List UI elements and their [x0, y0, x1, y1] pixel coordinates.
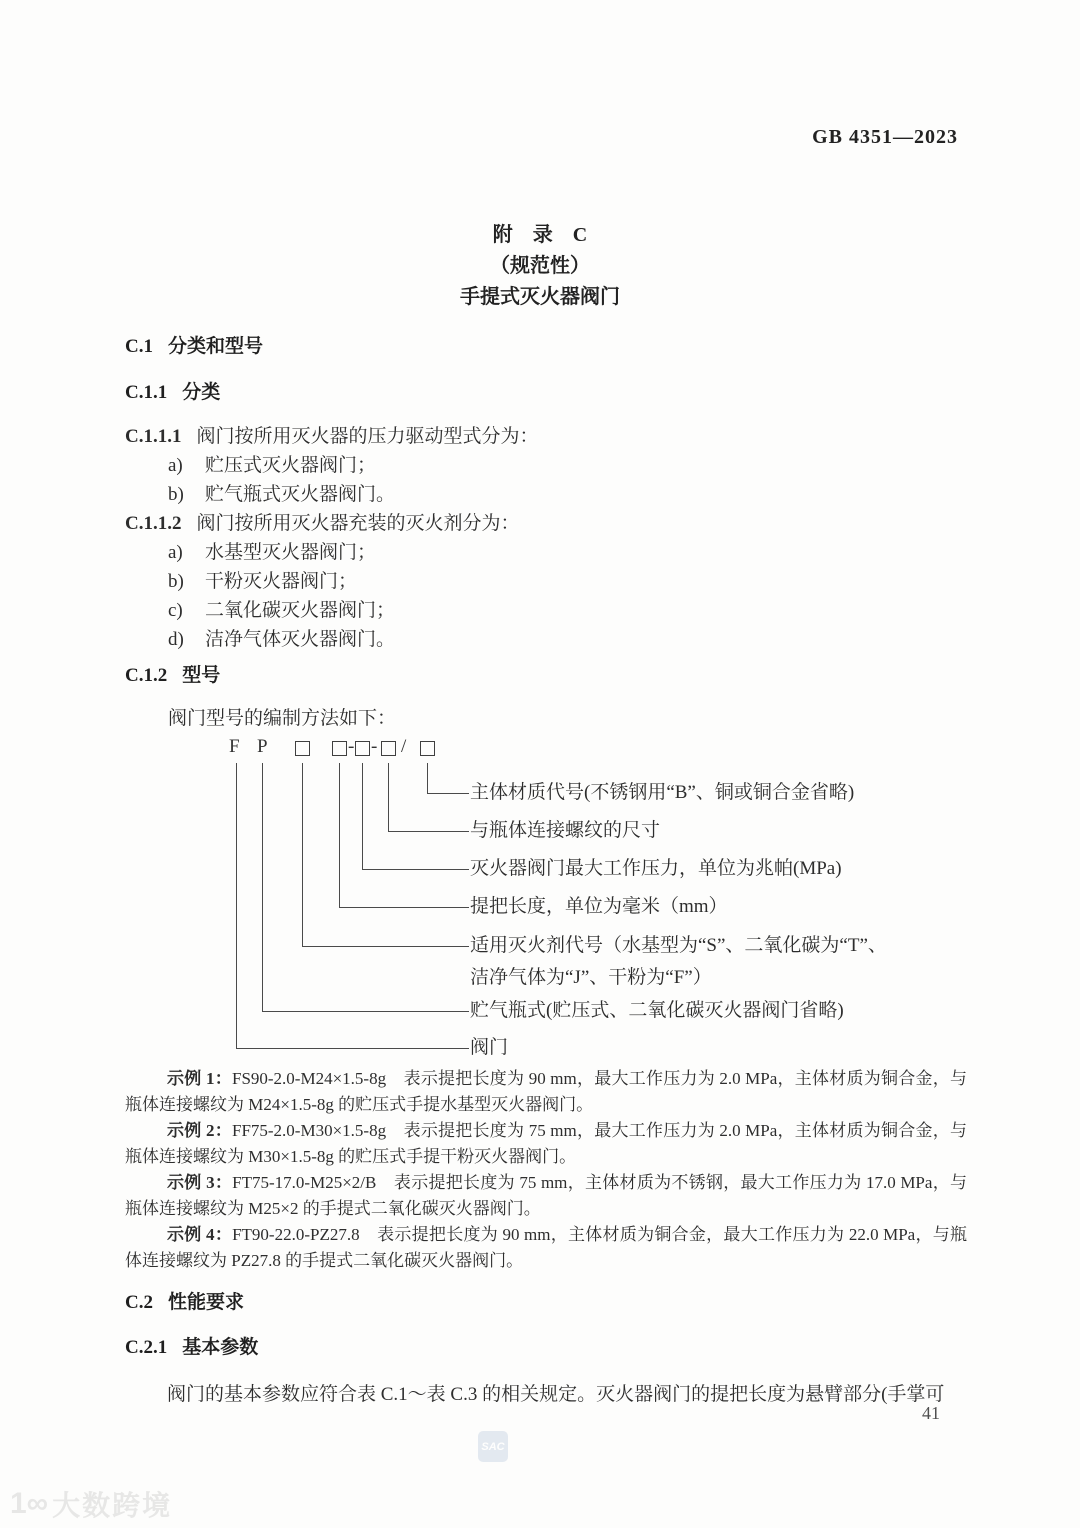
example-2-text: FF75-2.0-M30×1.5-8g 表示提把长度为 75 mm，最大工作压力为 2.0 MPa，主体材质为铜合金，与瓶体连接螺纹为 M30×1.5-8g 的贮压式手提干粉灭火器阀门。	[125, 1121, 967, 1166]
example-3	[125, 1170, 967, 1222]
clause-c111-text: 阀门按所用灭火器的压力驱动型式分为：	[196, 426, 539, 447]
clause-c112-text: 阀门按所用灭火器充装的灭火剂分为：	[196, 513, 520, 534]
heading-c21-title: 基本参数	[182, 1337, 259, 1358]
clause-c111-number: C.1.1.1	[125, 426, 182, 447]
heading-c2-number: C.2	[125, 1292, 153, 1313]
list-item	[125, 538, 970, 567]
model-dash: -	[348, 736, 355, 757]
heading-c1-number: C.1	[125, 336, 153, 357]
heading-c1	[125, 336, 970, 358]
appendix-title-block	[0, 220, 1080, 313]
appendix-subject: 手提式灭火器阀门	[460, 286, 620, 308]
heading-c12-title: 型号	[182, 665, 221, 686]
list-marker: b)	[168, 571, 184, 592]
list-item	[125, 451, 970, 480]
heading-c11-number: C.1.1	[125, 382, 168, 403]
diagram-label-valve: 阀门	[470, 1037, 509, 1058]
list-marker: d)	[168, 629, 184, 650]
list-item	[125, 625, 970, 654]
list-text: 二氧化碳灭火器阀门；	[205, 600, 396, 621]
heading-c12	[125, 665, 970, 687]
example-4	[125, 1222, 967, 1274]
example-1	[125, 1066, 967, 1118]
diagram-label-material: 主体材质代号(不锈钢用“B”、铜或铜合金省略)	[470, 782, 855, 803]
model-intro: 阀门型号的编制方法如下：	[168, 708, 397, 729]
list-text: 干粉灭火器阀门；	[205, 571, 358, 592]
list-item	[125, 567, 970, 596]
example-4-text: FT90-22.0-PZ27.8 表示提把长度为 90 mm，主体材质为铜合金，最大工作压力为 22.0 MPa，与瓶体连接螺纹为 PZ27.8 的手提式二氧化碳灭火器阀门。	[125, 1225, 968, 1270]
clause-c21-text: 阀门的基本参数应符合表 C.1～表 C.3 的相关规定。灭火器阀门的提把长度为悬臂部分(手掌可	[167, 1384, 945, 1405]
heading-c1-title: 分类和型号	[167, 336, 263, 357]
brand-logo-icon: 1∞	[10, 1487, 49, 1520]
model-dash: -	[371, 736, 378, 757]
example-4-label: 示例 4：	[167, 1225, 233, 1244]
list-text: 贮压式灭火器阀门；	[205, 455, 377, 476]
heading-c11	[125, 382, 970, 404]
brand-watermark	[10, 1484, 172, 1524]
examples-block	[125, 1066, 967, 1274]
section-c1	[125, 336, 970, 733]
list-marker: c)	[168, 600, 183, 621]
example-1-text: FS90-2.0-M24×1.5-8g 表示提把长度为 90 mm，最大工作压力为 2.0 MPa，主体材质为铜合金，与瓶体连接螺纹为 M24×1.5-8g 的贮压式手提水基型灭火器阀门。	[125, 1069, 967, 1114]
model-box-thread	[381, 741, 396, 756]
page-number: 41	[922, 1403, 940, 1423]
example-2-label: 示例 2：	[167, 1121, 232, 1140]
model-box-material	[420, 741, 435, 756]
model-slash: /	[401, 736, 407, 757]
heading-c11-title: 分类	[182, 382, 221, 403]
appendix-normative-tag: （规范性）	[490, 255, 590, 277]
list-text: 水基型灭火器阀门；	[205, 542, 377, 563]
model-box-handle-length	[332, 741, 347, 756]
heading-c21-number: C.2.1	[125, 1337, 168, 1358]
sac-watermark: SAC	[478, 1431, 508, 1462]
model-letter-f: F	[229, 736, 240, 757]
clause-c112	[125, 509, 970, 538]
example-2	[125, 1118, 967, 1170]
connector-valve-line	[236, 763, 469, 1049]
example-3-label: 示例 3：	[167, 1173, 233, 1192]
list-marker: a)	[168, 542, 183, 563]
diagram-label-thread: 与瓶体连接螺纹的尺寸	[470, 820, 661, 841]
brand-watermark-text: 大数跨境	[52, 1490, 173, 1521]
diagram-label-agent-code-line2: 洁净气体为“J”、干粉为“F”）	[470, 967, 712, 988]
heading-c12-number: C.1.2	[125, 665, 168, 686]
heading-c2-title: 性能要求	[167, 1292, 244, 1313]
clause-c112-number: C.1.1.2	[125, 513, 182, 534]
example-3-text: FT75-17.0-M25×2/B 表示提把长度为 75 mm，主体材质为不锈钢，最大工作压力为 17.0 MPa，与瓶体连接螺纹为 M25×2 的手提式二氧化碳灭火器阀门。	[125, 1173, 967, 1218]
diagram-label-pressure: 灭火器阀门最大工作压力，单位为兆帕(MPa)	[470, 858, 842, 879]
section-c2	[125, 1292, 968, 1409]
clause-c111	[125, 422, 970, 451]
model-letter-p: P	[257, 736, 268, 757]
diagram-label-agent-code-line1: 适用灭火剂代号（水基型为“S”、二氧化碳为“T”、	[470, 935, 887, 956]
model-box-agent-code	[295, 741, 310, 756]
appendix-title: 附 录 C	[492, 224, 588, 246]
list-text: 贮气瓶式灭火器阀门。	[205, 484, 396, 505]
list-text: 洁净气体灭火器阀门。	[205, 629, 396, 650]
list-marker: a)	[168, 455, 183, 476]
diagram-label-gas-cartridge: 贮气瓶式(贮压式、二氧化碳灭火器阀门省略)	[470, 1000, 844, 1021]
heading-c21	[125, 1337, 968, 1359]
model-box-pressure	[355, 741, 370, 756]
diagram-label-handle-length: 提把长度，单位为毫米（mm）	[470, 896, 728, 917]
example-1-label: 示例 1：	[167, 1069, 232, 1088]
heading-c2	[125, 1292, 968, 1314]
model-code-diagram	[0, 730, 1080, 1082]
list-marker: b)	[168, 484, 184, 505]
standard-number: GB 4351—2023	[812, 126, 958, 148]
list-item	[125, 480, 970, 509]
list-item	[125, 596, 970, 625]
